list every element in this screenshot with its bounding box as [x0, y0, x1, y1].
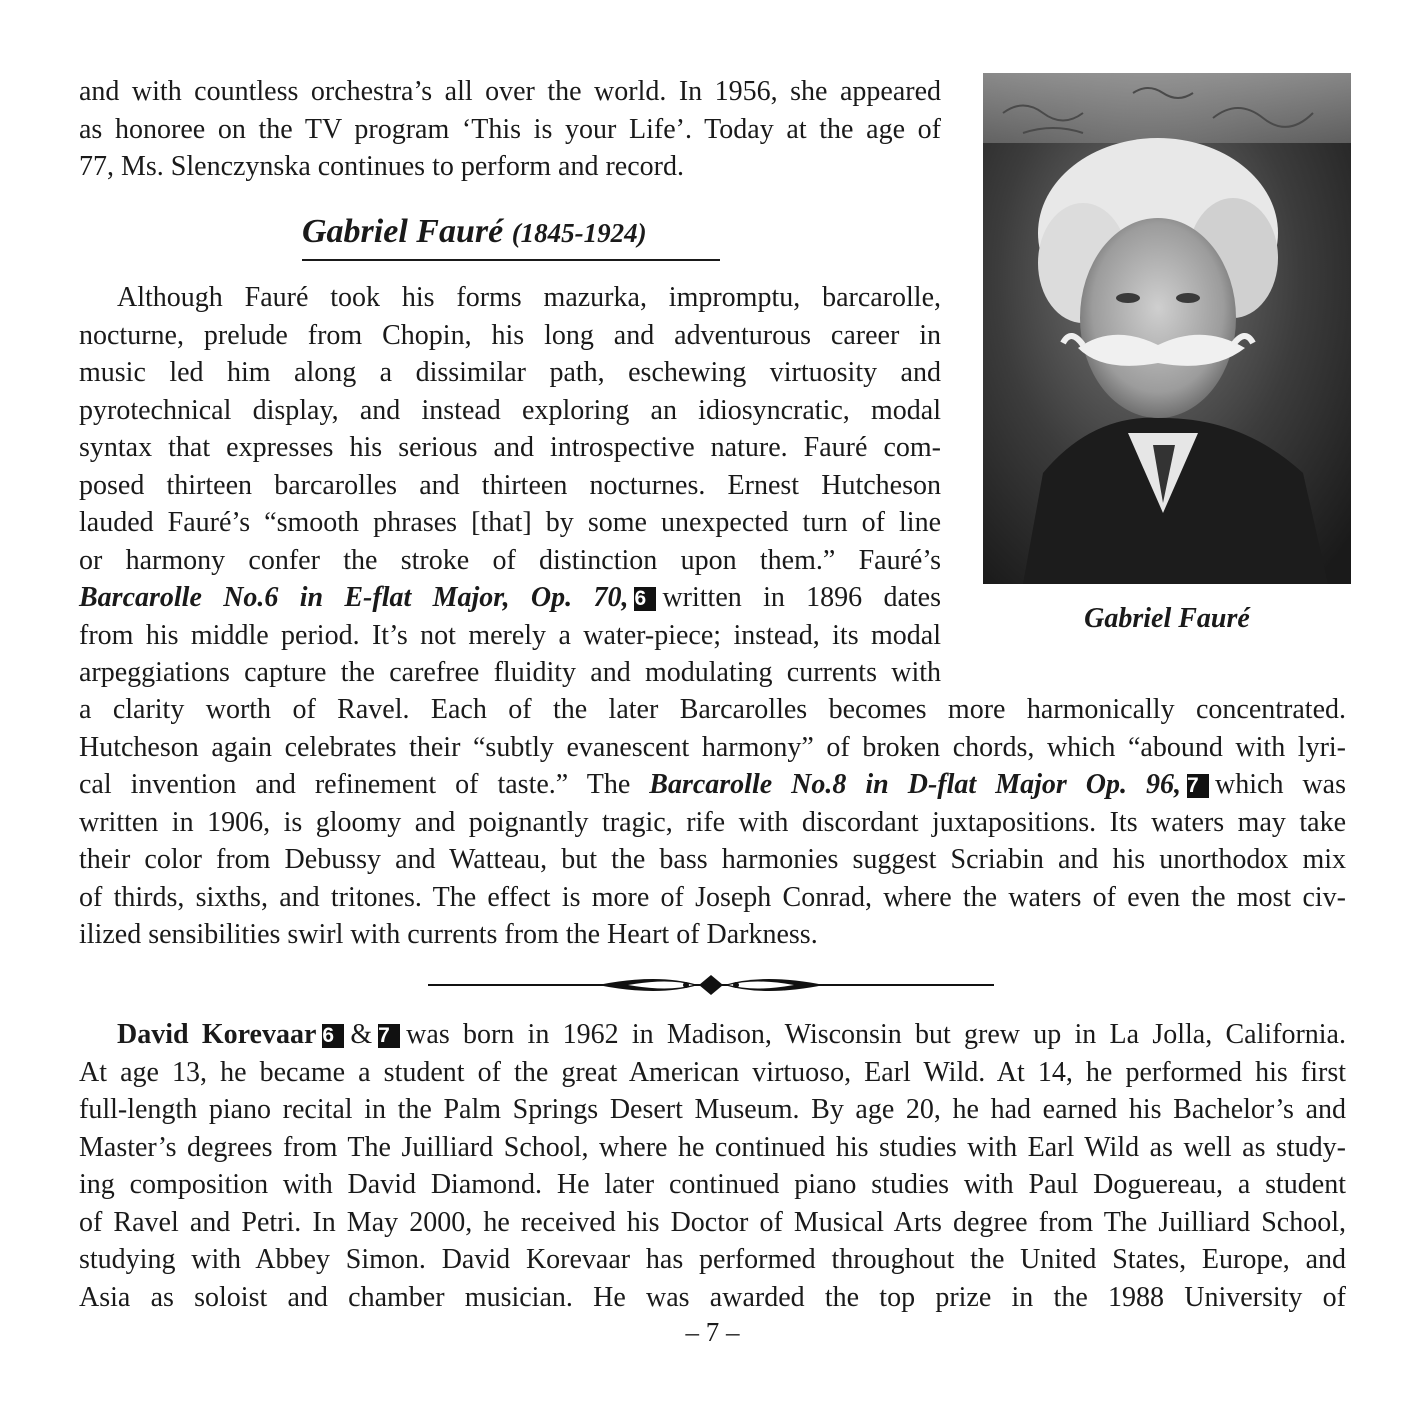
text-line: from his middle period. It’s not merely a water-piece; instead, its modal	[79, 619, 941, 651]
text-line: Although Fauré took his forms mazurka, impromptu, barcarolle,	[117, 282, 941, 313]
text-line: written in 1906, is gloomy and poignantly tragic, rife with discordant juxtapositions. Its waters may take	[79, 806, 1346, 838]
text-line: Master’s degrees from The Juilliard School, where he continued his studies with Earl Wild as well as study-	[79, 1131, 1346, 1163]
text-line: Hutcheson again celebrates their “subtly evanescent harmony” of broken chords, which “abound with lyri-	[79, 731, 1346, 763]
text-line: full-length piano recital in the Palm Springs Desert Museum. By age 20, he had earned his Bachelor’s and	[79, 1094, 1346, 1125]
section-heading	[302, 210, 720, 255]
text-line: studying with Abbey Simon. David Korevaar has performed throughout the United States, Europe, and	[79, 1244, 1346, 1275]
text-line: arpeggiations capture the carefree fluidity and modulating currents with	[79, 657, 941, 688]
text-line: ilized sensibilities swirl with currents from the Heart of Darkness.	[79, 919, 818, 950]
text-line: pyrotechnical display, and instead exploring an idiosyncratic, modal	[79, 394, 941, 426]
text-line	[79, 579, 941, 617]
composer-dates: (1845-1924)	[511, 218, 647, 248]
page-number: – 7 –	[685, 1317, 740, 1347]
heading-underline	[302, 259, 720, 261]
faure-paragraph	[79, 279, 941, 692]
ampersand: &	[350, 1019, 373, 1050]
text-line: as honoree on the TV program ‘This is your Life’. Today at the age of	[79, 113, 941, 145]
portrait-photo	[983, 73, 1351, 584]
composer-name: Gabriel Fauré	[302, 213, 504, 250]
text-line: 77, Ms. Slenczynska continues to perform and record.	[79, 151, 684, 182]
photo-caption: Gabriel Fauré	[1084, 603, 1250, 634]
text-line: a clarity worth of Ravel. Each of the later Barcarolles becomes more harmonically concentrated.	[79, 694, 1346, 725]
text-fragment: was born in 1962 in Madison, Wisconsin but grew up in La Jolla, California.	[406, 1019, 1346, 1050]
track-number-badge: 6	[322, 1024, 344, 1048]
track-number-badge: 7	[378, 1024, 400, 1048]
text-line: ing composition with David Diamond. He later continued piano studies with Paul Doguereau, a student	[79, 1169, 1346, 1200]
korevaar-paragraph	[79, 1016, 1346, 1316]
track-number-badge: 7	[1187, 774, 1209, 798]
text-line: syntax that expresses his serious and introspective nature. Fauré com-	[79, 432, 941, 463]
intro-paragraph	[79, 73, 941, 186]
text-line	[79, 1016, 1346, 1054]
work-title: Barcarolle No.6 in E-flat Major, Op. 70,	[79, 582, 629, 613]
text-line: posed thirteen barcarolles and thirteen nocturnes. Ernest Hutcheson	[79, 469, 941, 501]
text-line: or harmony confer the stroke of distinction upon them.” Fauré’s	[79, 544, 941, 576]
text-line: music led him along a dissimilar path, eschewing virtuosity and	[79, 357, 941, 388]
text-line: their color from Debussy and Watteau, but the bass harmonies suggest Scriabin and his unorthodox mix	[79, 844, 1346, 875]
text-line	[79, 766, 1346, 804]
text-line: lauded Fauré’s “smooth phrases [that] by some unexpected turn of line	[79, 507, 941, 538]
faure-paragraph-continued	[79, 691, 1346, 954]
text-line: nocturne, prelude from Chopin, his long and adventurous career in	[79, 319, 941, 351]
text-line: At age 13, he became a student of the great American virtuoso, Earl Wild. At 14, he performed his first	[79, 1056, 1346, 1088]
text-fragment: written in 1896 dates	[662, 582, 942, 613]
text-fragment: cal invention and refinement of taste.” The	[79, 769, 631, 800]
text-line: and with countless orchestra’s all over the world. In 1956, she appeared	[79, 76, 941, 107]
track-number-badge: 6	[634, 587, 656, 611]
performer-name: David Korevaar	[117, 1019, 317, 1050]
text-fragment: which was	[1215, 769, 1346, 800]
portrait-illustration	[983, 73, 1351, 584]
ornamental-divider	[428, 967, 994, 1003]
text-line: Asia as soloist and chamber musician. He was awarded the top prize in the 1988 University of	[79, 1281, 1346, 1313]
text-line: of thirds, sixths, and tritones. The effect is more of Joseph Conrad, where the waters of even the most civ-	[79, 881, 1346, 913]
text-line: of Ravel and Petri. In May 2000, he received his Doctor of Musical Arts degree from The Juilliard School,	[79, 1206, 1346, 1238]
work-title: Barcarolle No.8 in D-flat Major Op. 96,	[649, 769, 1182, 800]
